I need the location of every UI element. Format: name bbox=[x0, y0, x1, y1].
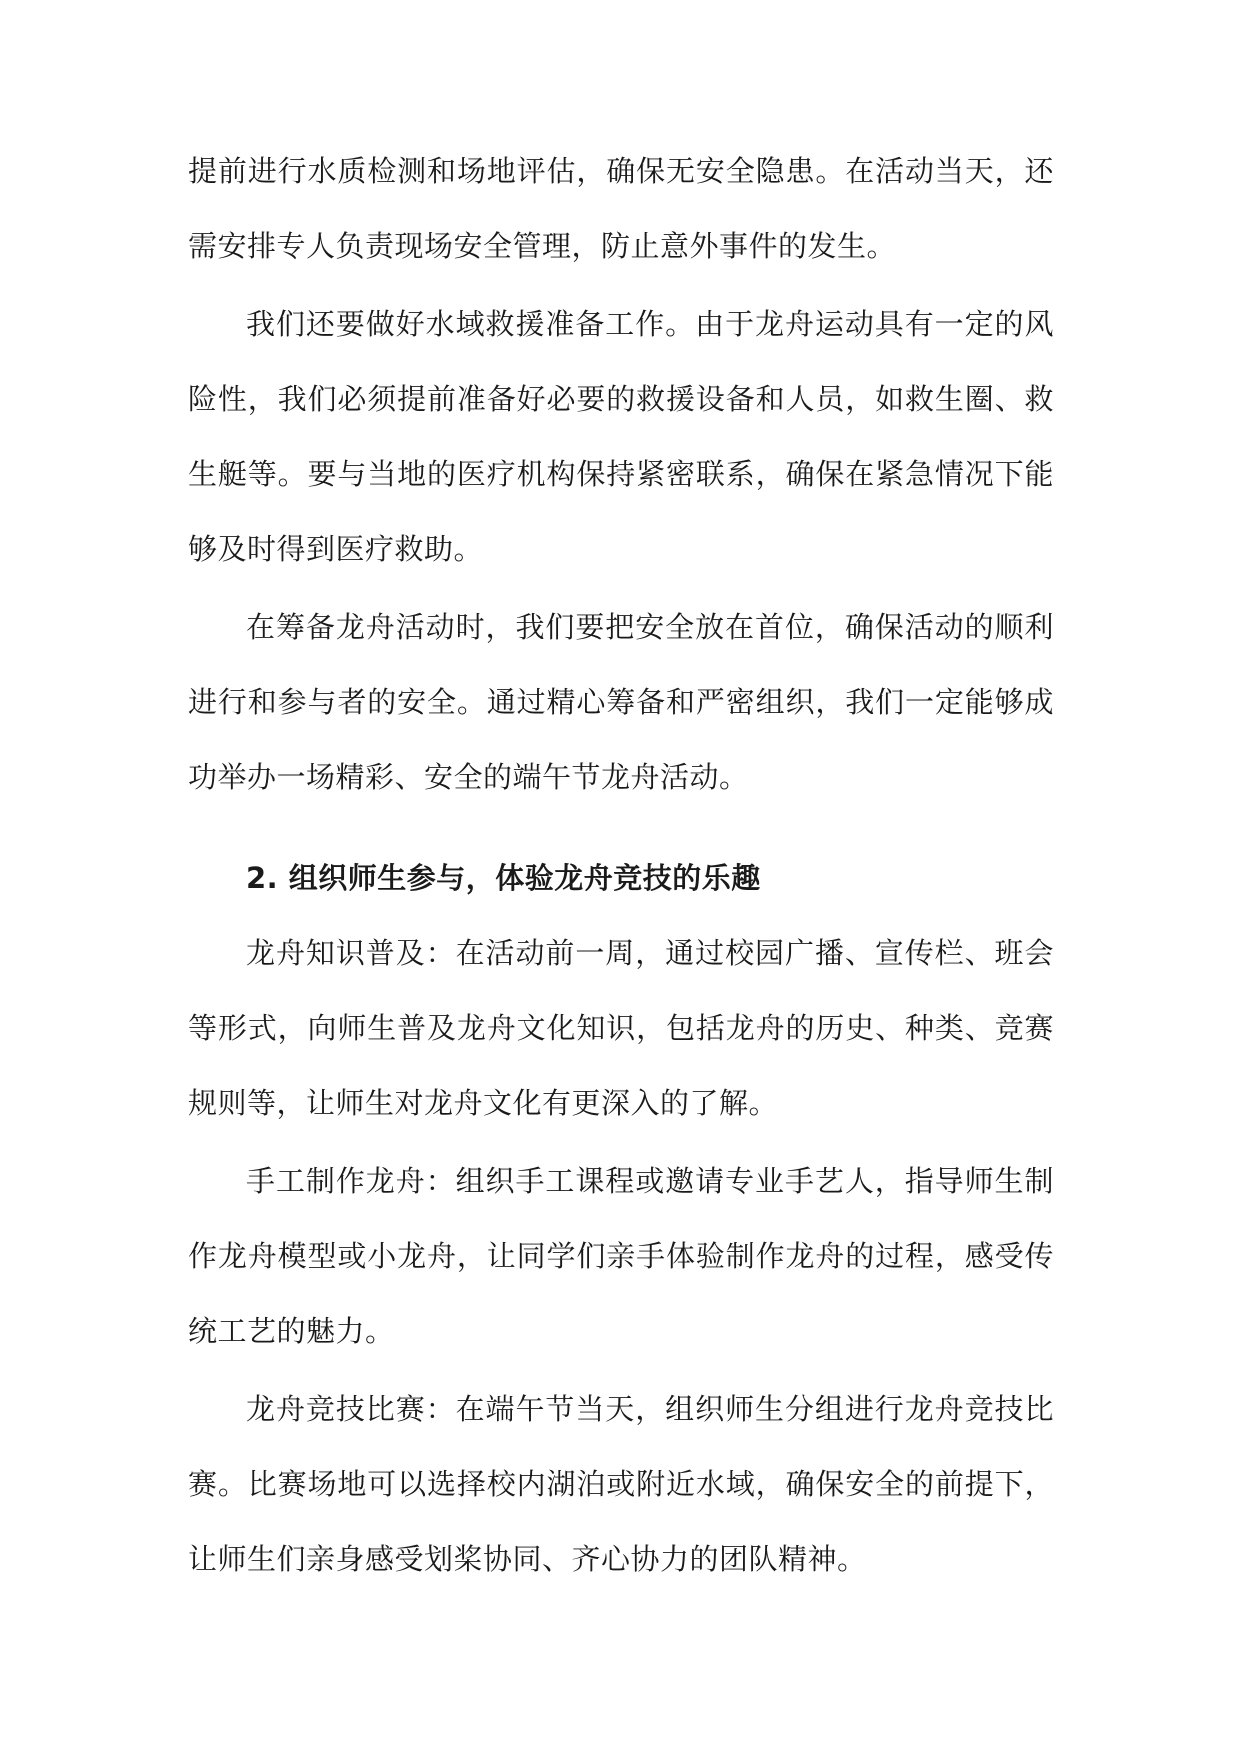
paragraph-knowledge: 龙舟知识普及：在活动前一周，通过校园广播、宣传栏、班会等形式，向师生普及龙舟文化知识，包括龙舟的历史、种类、竞赛规则等，让师生对龙舟文化有更深入的了解。 bbox=[188, 936, 1054, 1120]
paragraph-competition: 龙舟竞技比赛：在端午节当天，组织师生分组进行龙舟竞技比赛。比赛场地可以选择校内湖泊或附近水域，确保安全的前提下，让师生们亲身感受划桨协同、齐心协力的团队精神。 bbox=[188, 1392, 1054, 1576]
paragraph-rescue: 我们还要做好水域救援准备工作。由于龙舟运动具有一定的风险性，我们必须提前准备好必要的救援设备和人员，如救生圈、救生艇等。要与当地的医疗机构保持紧密联系，确保在紧急情况下能够及时得到医疗救助。 bbox=[188, 307, 1054, 566]
paragraph-continued: 提前进行水质检测和场地评估，确保无安全隐患。在活动当天，还需安排专人负责现场安全管理，防止意外事件的发生。 bbox=[188, 154, 1054, 263]
document-page bbox=[188, 134, 1054, 1597]
paragraph-safety-summary: 在筹备龙舟活动时，我们要把安全放在首位，确保活动的顺利进行和参与者的安全。通过精心筹备和严密组织，我们一定能够成功举办一场精彩、安全的端午节龙舟活动。 bbox=[188, 610, 1054, 794]
section-heading: 2. 组织师生参与，体验龙舟竞技的乐趣 bbox=[246, 861, 761, 895]
paragraph-handcraft: 手工制作龙舟：组织手工课程或邀请专业手艺人，指导师生制作龙舟模型或小龙舟，让同学们亲手体验制作龙舟的过程，感受传统工艺的魅力。 bbox=[188, 1164, 1054, 1348]
